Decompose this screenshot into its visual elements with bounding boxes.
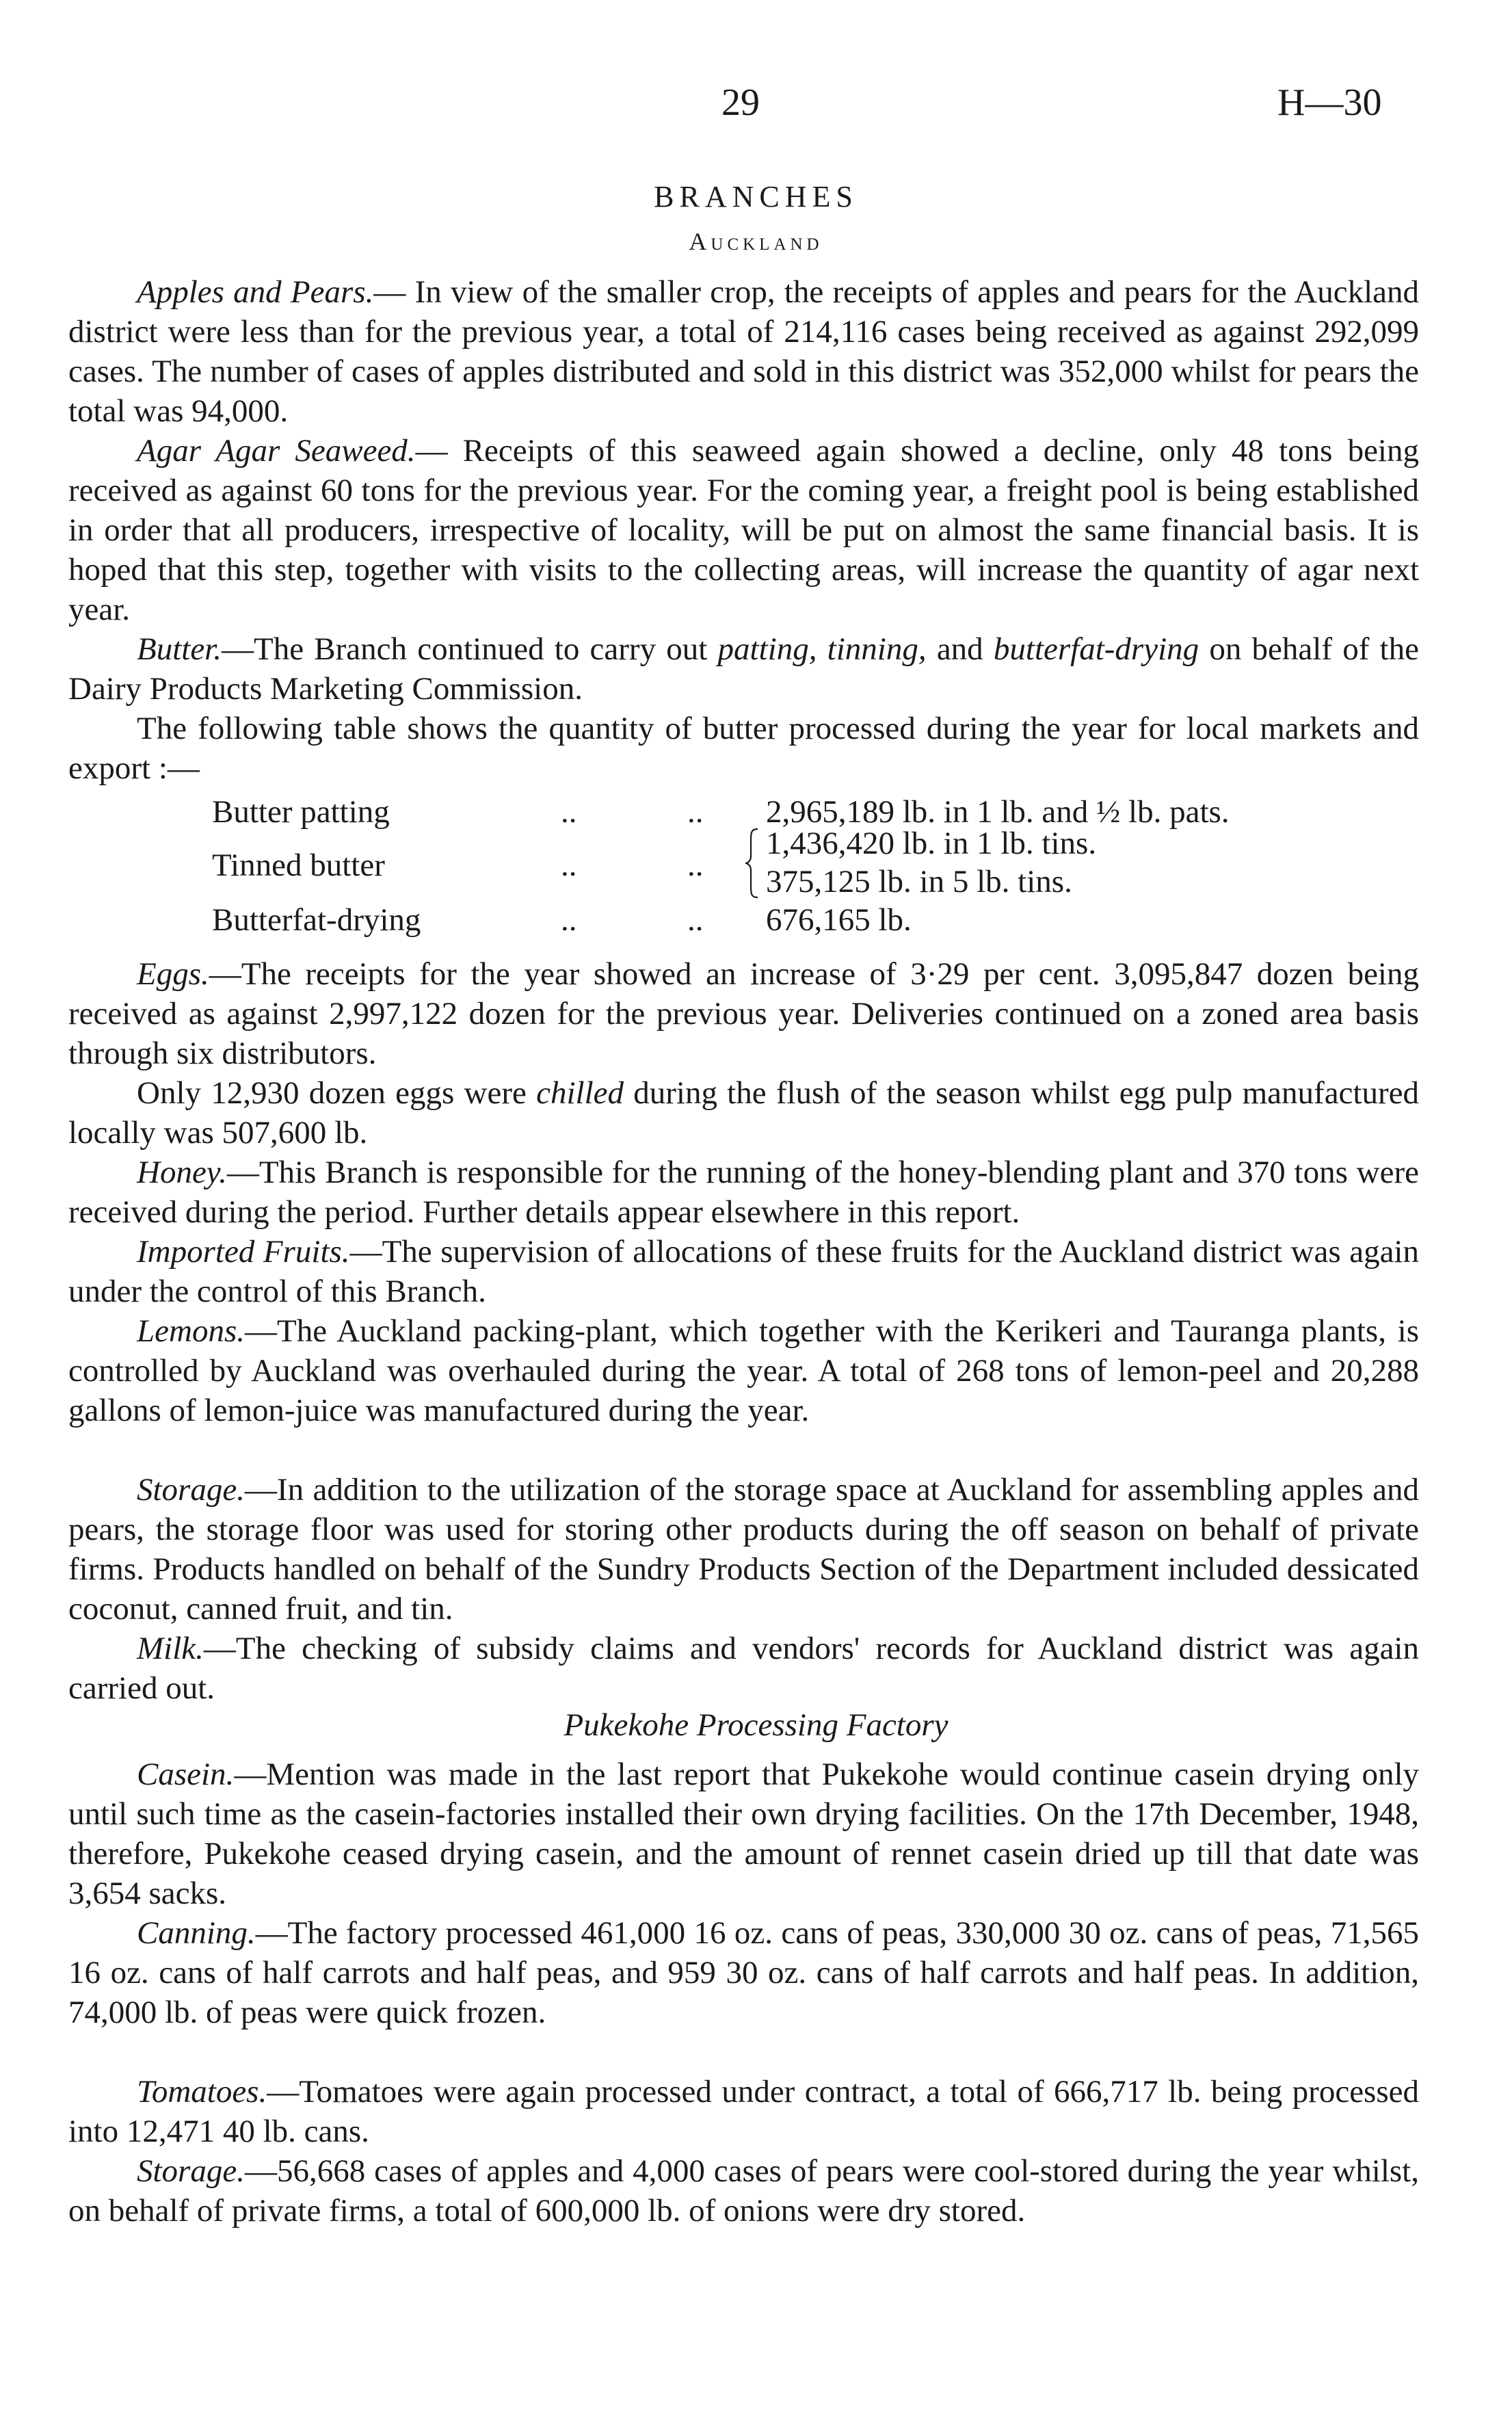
paragraph-storage-pukekohe: Storage.—56,668 cases of apples and 4,000 cases of pears were cool-stored during the year whilst, on behalf of private firms, a total of 600,000 lb. of onions were dry stored. xyxy=(68,2153,1419,2229)
paragraph-agar-seaweed: Agar Agar Seaweed.— Receipts of this seaweed again showed a decline, only 48 tons being received as against 60 tons for the previous year. For the coming year, a freight pool is being established in order that all producers, irrespective of locality, will be put on almost the same financial basis. It is hoped that this step, together with visits to the collecting areas, will increase the quantity of agar next year. xyxy=(68,433,1419,627)
table-row-value: 1,436,420 lb. in 1 lb. tins. xyxy=(766,826,1097,861)
paragraph-text: 56,668 cases of apples and 4,000 cases of pears were cool-stored during the year whilst, on behalf of private firms, a total of 600,000 lb. of onions were dry stored. xyxy=(68,2153,1419,2229)
paragraph-lead: Agar Agar Seaweed. xyxy=(137,433,416,469)
paragraph-lead: Storage. xyxy=(137,1472,245,1508)
paragraph-butter-table-intro: The following table shows the quantity of butter processed during the year for local markets and export :— xyxy=(68,711,1419,786)
paragraph-text: The supervision of allocations of these fruits for the Auckland district was again under the control of this Branch. xyxy=(68,1234,1419,1309)
paragraph-text: Receipts of this seaweed again showed a decline, only 48 tons being received as against 60 tons for the previous year. For the coming year, a freight pool is being established in order that all producers, irrespective of locality, will be put on almost the same financial basis. It is hoped that this step, together with visits to the collecting areas, will increase the quantity of agar next year. xyxy=(68,433,1419,627)
table-row-value: 2,965,189 lb. in 1 lb. and ½ lb. pats. xyxy=(766,794,1230,830)
page-number: 29 xyxy=(721,81,760,124)
report-reference: H—30 xyxy=(1277,81,1382,124)
paragraph-butter: Butter.—The Branch continued to carry out patting, tinning, and butterfat-drying on behalf of the Dairy Products Marketing Commission. xyxy=(68,631,1419,707)
table-row-label: Tinned butter xyxy=(212,847,385,883)
table-leader-dots: .. xyxy=(561,794,577,830)
paragraph-storage-auckland: Storage.—In addition to the utilization of the storage space at Auckland for assembling apples and pears, the storage floor was used for storing other products during the off season on behalf of private firms. Products handled on behalf of the Sundry Products Section of the Department included dessicated coconut, canned fruit, and tin. xyxy=(68,1472,1419,1627)
paragraph-lead: Storage. xyxy=(137,2153,245,2189)
table-leader-dots: .. xyxy=(561,902,577,938)
paragraph-text: Tomatoes were again processed under contract, a total of 666,717 lb. being processed into 12,471 40 lb. cans. xyxy=(68,2074,1419,2149)
paragraph-lead: Canning. xyxy=(137,1915,256,1951)
table-leader-dots: .. xyxy=(561,847,577,883)
paragraph-milk: Milk.—The checking of subsidy claims and vendors' records for Auckland district was again carried out. xyxy=(68,1631,1419,1706)
section-heading-branches: BRANCHES xyxy=(654,180,858,213)
paragraph-eggs: Eggs.—The receipts for the year showed an increase of 3·29 per cent. 3,095,847 dozen being received as against 2,997,122 dozen for the previous year. Deliveries continued on a zoned area basis through six distributors. xyxy=(68,956,1419,1071)
paragraph-tomatoes: Tomatoes.—Tomatoes were again processed under contract, a total of 666,717 lb. being processed into 12,471 40 lb. cans. xyxy=(68,2074,1419,2149)
table-row-value: 676,165 lb. xyxy=(766,902,912,938)
subheading-pukekohe: Pukekohe Processing Factory xyxy=(563,1707,949,1743)
paragraph-lead: Honey. xyxy=(137,1155,227,1190)
table-row-label: Butterfat-drying xyxy=(212,902,421,938)
paragraph-lead: Tomatoes. xyxy=(137,2074,267,2110)
paragraph-text: In addition to the utilization of the storage space at Auckland for assembling apples and pears, the storage floor was used for storing other products during the off season on behalf of private firms. Products handled on behalf of the Sundry Products Section of the Department included dessicated coconut, canned fruit, and tin. xyxy=(68,1472,1419,1627)
table-row-value: 375,125 lb. in 5 lb. tins. xyxy=(766,864,1072,899)
paragraph-lead: Lemons. xyxy=(137,1313,245,1349)
paragraph-lead: Milk. xyxy=(137,1631,204,1666)
curly-brace-icon xyxy=(744,828,759,899)
paragraph-apples-pears: Apples and Pears.— In view of the smaller crop, the receipts of apples and pears for the Auckland district were less than for the previous year, a total of 214,116 cases being received as against 292,099 cases. The number of cases of apples distributed and sold in this district was 352,000 whilst for pears the total was 94,000. xyxy=(68,274,1420,429)
paragraph-text: The factory processed 461,000 16 oz. cans of peas, 330,000 30 oz. cans of peas, 71,565 16 oz. cans of half carrots and half peas, and 959 30 oz. cans of half carrots and half peas. In addition, 74,000 lb. of peas were quick frozen. xyxy=(68,1915,1419,2030)
table-row-label: Butter patting xyxy=(212,794,390,830)
paragraph-text: The receipts for the year showed an increase of 3·29 per cent. 3,095,847 dozen being received as against 2,997,122 dozen for the previous year. Deliveries continued on a zoned area basis through six distributors. xyxy=(68,956,1419,1071)
paragraph-text: The Auckland packing-plant, which together with the Kerikeri and Tauranga plants, is controlled by Auckland was overhauled during the year. A total of 268 tons of lemon-peel and 20,288 gallons of lemon-juice was manufactured during the year. xyxy=(68,1313,1419,1428)
table-leader-dots: .. xyxy=(687,902,704,938)
paragraph-lemons: Lemons.—The Auckland packing-plant, which together with the Kerikeri and Tauranga plants, is controlled by Auckland was overhauled during the year. A total of 268 tons of lemon-peel and 20,288 gallons of lemon-juice was manufactured during the year. xyxy=(68,1313,1419,1428)
paragraph-eggs-chilled: Only 12,930 dozen eggs were chilled during the flush of the season whilst egg pulp manufactured locally was 507,600 lb. xyxy=(68,1075,1419,1151)
subheading-auckland: Auckland xyxy=(689,228,823,255)
table-leader-dots: .. xyxy=(687,794,704,830)
paragraph-text: This Branch is responsible for the running of the honey-blending plant and 370 tons were received during the period. Further details appear elsewhere in this report. xyxy=(68,1155,1419,1230)
paragraph-lead: Casein. xyxy=(137,1757,235,1792)
paragraph-canning: Canning.—The factory processed 461,000 16 oz. cans of peas, 330,000 30 oz. cans of peas, 71,565 16 oz. cans of half carrots and half peas, and 959 30 oz. cans of half carrots and half peas. In addition, 74,000 lb. of peas were quick frozen. xyxy=(68,1915,1419,2030)
paragraph-imported-fruits: Imported Fruits.—The supervision of allocations of these fruits for the Auckland district was again under the control of this Branch. xyxy=(68,1234,1419,1309)
paragraph-lead: Imported Fruits. xyxy=(137,1234,350,1270)
paragraph-text: In view of the smaller crop, the receipts of apples and pears for the Auckland district were less than for the previous year, a total of 214,116 cases being received as against 292,099 cases. The number of cases of apples distributed and sold in this district was 352,000 whilst for pears the total was 94,000. xyxy=(68,274,1420,429)
paragraph-lead: Apples and Pears. xyxy=(137,274,374,310)
table-leader-dots: .. xyxy=(687,847,704,883)
paragraph-lead: Butter. xyxy=(137,631,222,667)
paragraph-text: Mention was made in the last report that Pukekohe would continue casein drying only until such time as the casein-factories installed their own drying facilities. On the 17th December, 1948, therefore, Pukekohe ceased drying casein, and the amount of rennet casein dried up till that date was 3,654 sacks. xyxy=(68,1757,1419,1911)
paragraph-text: The checking of subsidy claims and vendors' records for Auckland district was again carried out. xyxy=(68,1631,1419,1706)
paragraph-casein: Casein.—Mention was made in the last report that Pukekohe would continue casein drying only until such time as the casein-factories installed their own drying facilities. On the 17th December, 1948, therefore, Pukekohe ceased drying casein, and the amount of rennet casein dried up till that date was 3,654 sacks. xyxy=(68,1757,1419,1911)
paragraph-lead: Eggs. xyxy=(137,956,209,992)
paragraph-honey: Honey.—This Branch is responsible for the running of the honey-blending plant and 370 tons were received during the period. Further details appear elsewhere in this report. xyxy=(68,1155,1419,1230)
